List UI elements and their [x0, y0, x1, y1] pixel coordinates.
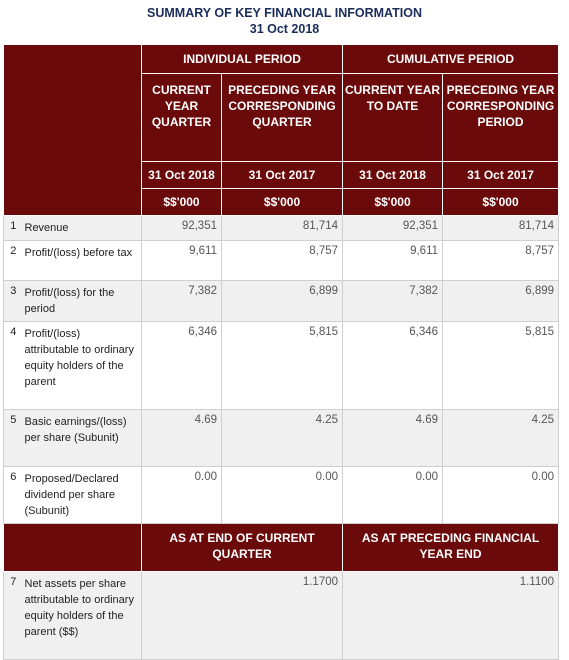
row-value: 81,714: [443, 216, 559, 241]
row-value: 0.00: [142, 467, 222, 524]
column-header: CURRENT YEAR QUARTER: [142, 74, 222, 162]
column-header: PRECEDING YEAR CORRESPONDING QUARTER: [222, 74, 343, 162]
row-value: 1.1100: [343, 572, 559, 660]
row-number: 5: [4, 410, 21, 467]
row-number: 7: [4, 572, 21, 660]
row-value: 92,351: [343, 216, 443, 241]
row-value: 7,382: [142, 281, 222, 322]
table-row: [4, 467, 559, 524]
row-value: 0.00: [222, 467, 343, 524]
row-value: 6,899: [443, 281, 559, 322]
column-unit: $$'000: [142, 189, 222, 216]
row-value: 9,611: [142, 241, 222, 281]
table-row: [4, 241, 559, 281]
row-value: 5,815: [443, 322, 559, 410]
column-unit: $$'000: [343, 189, 443, 216]
row-value: 0.00: [343, 467, 443, 524]
row-value: 8,757: [222, 241, 343, 281]
table-row: [4, 216, 559, 241]
table-row: [4, 281, 559, 322]
row-label: Proposed/Declared dividend per share (Subunit): [21, 467, 142, 524]
table-row: [4, 410, 559, 467]
group-header-individual: INDIVIDUAL PERIOD: [142, 45, 343, 74]
column-unit: $$'000: [443, 189, 559, 216]
row-value: 8,757: [443, 241, 559, 281]
column-date: 31 Oct 2017: [222, 162, 343, 189]
report-title: SUMMARY OF KEY FINANCIAL INFORMATION: [147, 6, 422, 20]
column-date: 31 Oct 2018: [343, 162, 443, 189]
row-label: Net assets per share attributable to ordinary equity holders of the parent ($$): [21, 572, 142, 660]
row-label: Revenue: [21, 216, 142, 241]
asat-header-current: AS AT END OF CURRENT QUARTER: [142, 524, 343, 572]
financial-summary-table: [3, 44, 559, 660]
group-header-cumulative: CUMULATIVE PERIOD: [343, 45, 559, 74]
row-number: 6: [4, 467, 21, 524]
row-number: 1: [4, 216, 21, 241]
row-number: 2: [4, 241, 21, 281]
table-row: [4, 322, 559, 410]
header-blank-cell: [4, 45, 142, 216]
row-label: Profit/(loss) before tax: [21, 241, 142, 281]
column-header: PRECEDING YEAR CORRESPONDING PERIOD: [443, 74, 559, 162]
row-value: 4.69: [343, 410, 443, 467]
column-header: CURRENT YEAR TO DATE: [343, 74, 443, 162]
report-title-block: [0, 0, 569, 37]
row-value: 6,346: [142, 322, 222, 410]
column-date: 31 Oct 2018: [142, 162, 222, 189]
row-value: 1.1700: [142, 572, 343, 660]
row-value: 4.69: [142, 410, 222, 467]
row-value: 81,714: [222, 216, 343, 241]
row-value: 7,382: [343, 281, 443, 322]
row-value: 0.00: [443, 467, 559, 524]
row-value: 9,611: [343, 241, 443, 281]
table-row: [4, 572, 559, 660]
asat-header-preceding: AS AT PRECEDING FINANCIAL YEAR END: [343, 524, 559, 572]
row-value: 6,899: [222, 281, 343, 322]
asat-header-blank-cell: [4, 524, 142, 572]
column-unit: $$'000: [222, 189, 343, 216]
row-value: 4.25: [222, 410, 343, 467]
row-value: 4.25: [443, 410, 559, 467]
row-label: Basic earnings/(loss) per share (Subunit): [21, 410, 142, 467]
row-number: 4: [4, 322, 21, 410]
row-label: Profit/(loss) for the period: [21, 281, 142, 322]
column-date: 31 Oct 2017: [443, 162, 559, 189]
row-value: 6,346: [343, 322, 443, 410]
row-number: 3: [4, 281, 21, 322]
row-label: Profit/(loss) attributable to ordinary equity holders of the parent: [21, 322, 142, 410]
row-value: 92,351: [142, 216, 222, 241]
row-value: 5,815: [222, 322, 343, 410]
report-date: 31 Oct 2018: [249, 22, 320, 36]
